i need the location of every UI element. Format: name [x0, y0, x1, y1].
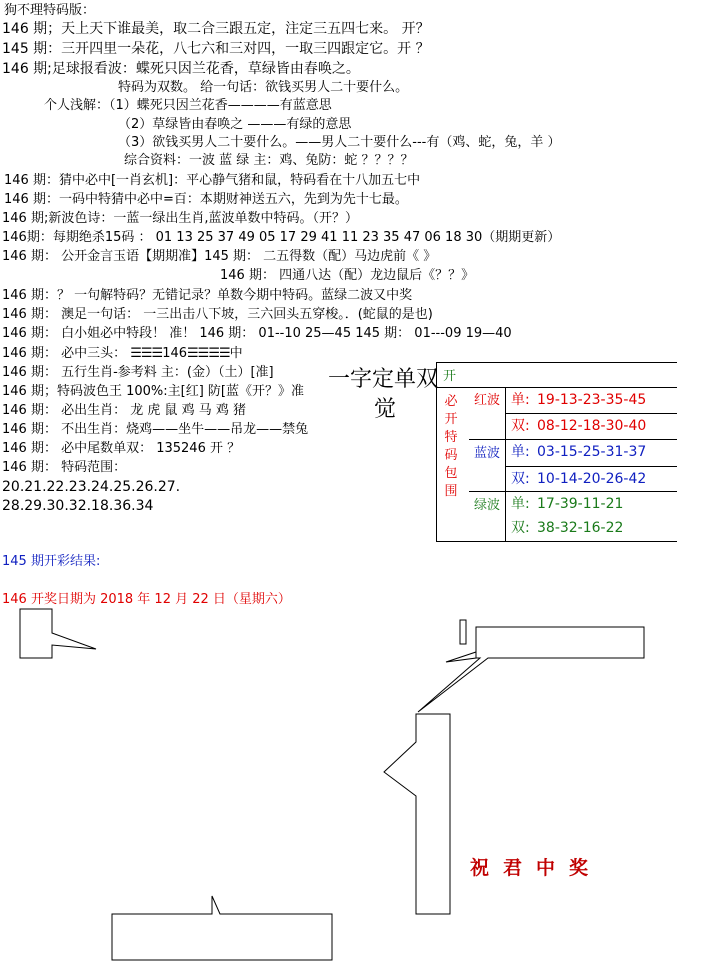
text-line: 146 期：？ 一句解特码？无错记录？单数今期中特码。蓝绿二波又中奖	[2, 288, 413, 303]
text-line: 146 期：猜中必中[一肖玄机]：平心静气猪和鼠，特码看在十八加五七中	[4, 173, 421, 188]
open-label: 开	[443, 369, 457, 384]
three-heads-number: 146	[162, 346, 188, 361]
text-line: （3）欲钱买男人二十要什么。——男人二十要什么---有（鸡、蛇，兔，羊 ）	[118, 135, 561, 150]
number-list: 38-32-16-22	[537, 520, 624, 536]
text-line: 146 期： 必中尾数单双： 135246 开 ？	[2, 441, 241, 456]
callout-box-small	[20, 609, 96, 658]
big-title: 一字定单双	[328, 367, 439, 392]
three-heads-suffix: 中	[229, 346, 243, 361]
text-line: 146 期： 特码范围：	[2, 460, 127, 475]
even-row: 双: 10-14-20-26-42	[505, 466, 677, 492]
number-list: 10-14-20-26-42	[537, 471, 647, 487]
text-line: 综合资料：一波 蓝 绿 主：鸡、兔防：蛇 ？？？？	[124, 153, 414, 168]
text-line: 特码为双数。 给一句话：欲钱买男人二十要什么。	[118, 80, 409, 95]
text-line: 146 期： 白小姐必中特段！ 准！ 146 期： 01--10 25—45 145 期： 01---09 19—40	[2, 326, 512, 341]
result-label: 145 期开彩结果:	[2, 554, 101, 569]
text-line: 个人浅解：（1）蝶死只因兰花香————有蓝意思	[44, 98, 332, 113]
range-line: 28.29.30.32.18.36.34	[2, 498, 154, 514]
callout-box-bottom	[112, 896, 332, 960]
number-list: 19-13-23-35-45	[537, 392, 647, 408]
number-list: 17-39-11-21	[537, 496, 624, 512]
text-line: 145 期：三开四里一朵花，八七六和三对四，一取三四跟定它。开 ？	[2, 41, 430, 57]
numbers-panel	[436, 362, 677, 542]
good-luck-text: 祝君中奖	[470, 857, 603, 879]
three-heads-line	[2, 345, 243, 363]
big-title-2: 觉	[374, 397, 397, 422]
callout-pillar	[384, 714, 450, 914]
text-line: 146 期： 必出生肖： 龙 虎 鼠 鸡 马 鸡 猪	[2, 403, 247, 418]
wave-label: 红波	[469, 387, 506, 439]
even-row: 双: 08-12-18-30-40	[505, 413, 677, 439]
wave-label: 蓝波	[469, 440, 506, 492]
three-heads-label: 146 期： 必中三头：	[2, 346, 127, 361]
draw-date: 146 开奖日期为 2018 年 12 月 22 日（星期六）	[2, 592, 291, 607]
side-label: 必开特码包围	[444, 394, 458, 499]
text-line: 146 期： 不出生肖：烧鸡——坐牛——吊龙——禁兔	[2, 422, 309, 437]
wave-label: 绿波	[469, 492, 506, 542]
odd-row: 单: 17-39-11-21	[511, 496, 624, 512]
number-list: 03-15-25-31-37	[537, 444, 647, 460]
text-line: 146 期： 公开金言玉语【期期准】145 期： 二五得数（配）马边虎前《 》	[2, 249, 437, 264]
text-line: 146 期： 五行生肖-参考料 主：(金）（土）[准]	[2, 365, 274, 380]
text-line: 146 期： 四通八达（配）龙边鼠后《？？》	[220, 268, 475, 283]
text-line: 146 期;足球报看波：蝶死只因兰花香，草绿皆由春唤之。	[2, 61, 360, 77]
text-line: （2）草绿皆由春唤之 ———有绿的意思	[118, 117, 352, 132]
bars-right: ☰☰☰☰	[187, 346, 230, 361]
page-header: 狗不理特码版：	[4, 3, 96, 18]
callout-box-tab	[460, 620, 466, 644]
wave-group-red	[469, 387, 677, 439]
panel-open-row	[437, 363, 677, 388]
bars-left: ☰☰☰	[130, 346, 163, 361]
callout-line	[446, 652, 476, 662]
text-line: 146 期；天上天下谁最美，取二合三跟五定，注定三五四七来。 开？	[2, 21, 430, 37]
text-line: 146 期；特码波色王 100%:主[红] 防[蓝《开？》准	[2, 384, 304, 399]
text-line: 146 期：一码中特猜中必中=百：本期财神送五六，先到为先十七最。	[4, 192, 408, 207]
callout-shapes	[0, 600, 720, 966]
callout-box-right	[418, 627, 644, 712]
text-line: 146 期;新波色诗：一蓝一绿出生肖,蓝波单数中特码。（开？）	[2, 211, 358, 226]
text-line: 146 期： 澳足一句话： 一三出击八下坡，三六回头五穿梭。．(蛇鼠的是也)	[2, 307, 433, 322]
even-row: 双: 38-32-16-22	[511, 520, 624, 536]
wave-group-green	[469, 491, 677, 542]
odd-row: 单: 19-13-23-35-45	[511, 392, 647, 408]
wave-group-blue	[469, 439, 677, 492]
odd-row: 单: 03-15-25-31-37	[511, 444, 647, 460]
range-line: 20.21.22.23.24.25.26.27.	[2, 479, 181, 495]
number-list: 08-12-18-30-40	[537, 418, 647, 434]
kill-numbers-line: 146期：每期绝杀15码 ： 01 13 25 37 49 05 17 29 41 11 23 35 47 06 18 30（期期更新）	[2, 230, 561, 245]
